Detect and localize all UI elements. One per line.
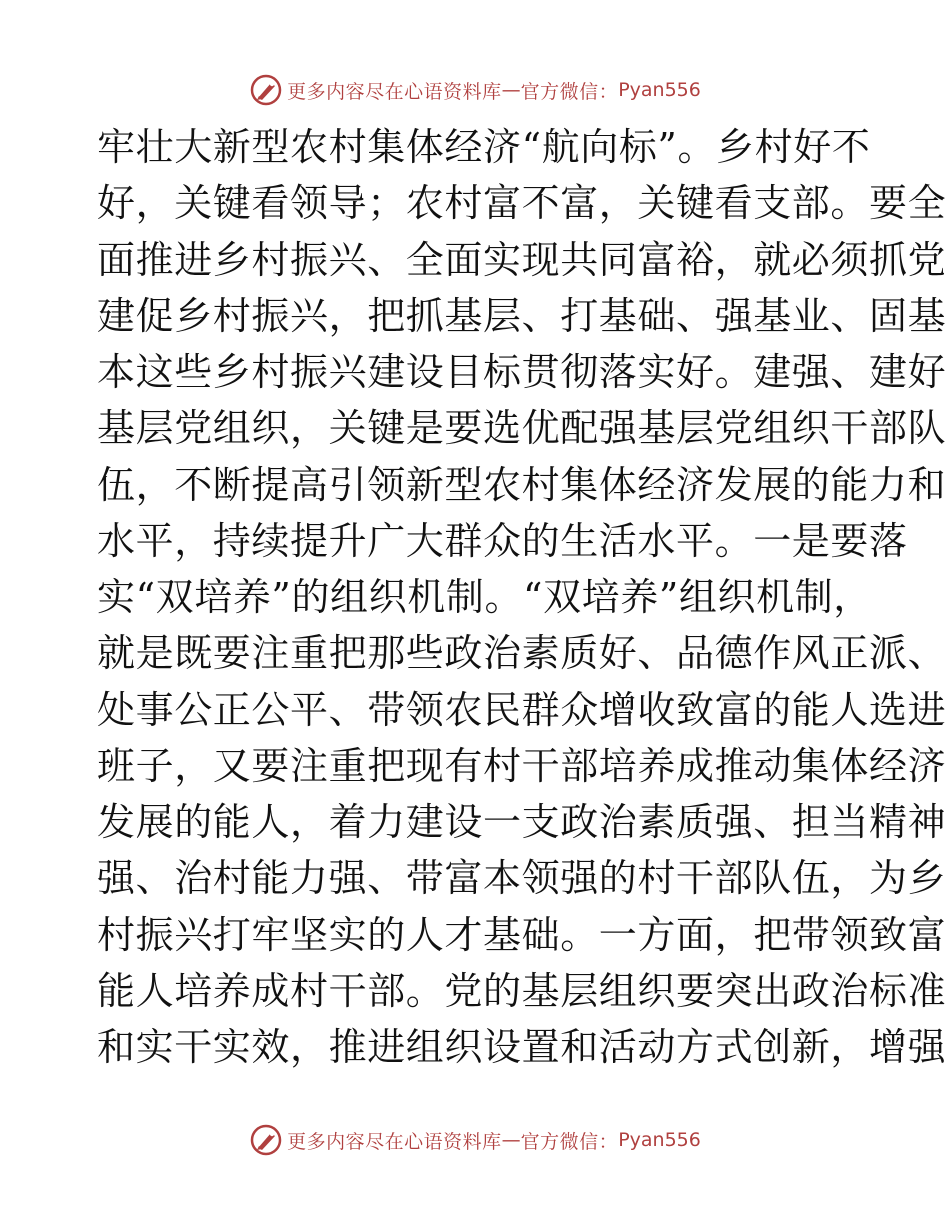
body-line: 能人培养成村干部。党的基层组织要突出政治标准 xyxy=(97,968,947,1013)
body-line: 班子，又要注重把现有村干部培养成推动集体经济 xyxy=(97,743,947,788)
watermark-wechat-id: Pyan556 xyxy=(618,1129,701,1151)
pen-logo-icon xyxy=(249,73,283,107)
body-line: 村振兴打牢坚实的人才基础。一方面，把带领致富 xyxy=(97,912,947,957)
body-line: 基层党组织，关键是要选优配强基层党组织干部队 xyxy=(97,406,947,451)
watermark-separator: — xyxy=(501,1129,521,1151)
body-line: 面推进乡村振兴、全面实现共同富裕，就必须抓党 xyxy=(97,237,947,282)
watermark-wechat-id: Pyan556 xyxy=(618,79,701,101)
body-line: 强、治村能力强、带富本领强的村干部队伍，为乡 xyxy=(97,856,947,901)
watermark-site-text: 更多内容尽在心语资料库 xyxy=(287,1130,502,1153)
body-line: 伍，不断提高引领新型农村集体经济发展的能力和 xyxy=(97,462,947,507)
body-line: 好，关键看领导；农村富不富，关键看支部。要全 xyxy=(97,181,947,226)
watermark-site-text: 更多内容尽在心语资料库 xyxy=(287,80,502,103)
watermark-separator: — xyxy=(501,79,521,101)
footer-watermark xyxy=(0,1120,950,1160)
body-line: 处事公正公平、带领农民群众增收致富的能人选进 xyxy=(97,687,947,732)
body-line: 本这些乡村振兴建设目标贯彻落实好。建强、建好 xyxy=(97,350,947,394)
body-line: 发展的能人，着力建设一支政治素质强、担当精神 xyxy=(97,800,947,844)
body-line: 建促乡村振兴，把抓基层、打基础、强基业、固基 xyxy=(97,293,947,338)
pen-logo-icon xyxy=(249,1123,283,1157)
watermark-wechat-label: 官方微信： xyxy=(520,80,619,103)
body-line: 水平，持续提升广大群众的生活水平。一是要落 xyxy=(97,518,908,563)
body-line: 和实干实效，推进组织设置和活动方式创新，增强 xyxy=(97,1025,947,1069)
body-line: 就是既要注重把那些政治素质好、品德作风正派、 xyxy=(97,631,947,676)
body-line: 牢壮大新型农村集体经济“航向标”。乡村好不 xyxy=(97,125,871,169)
body-line: 实“双培养”的组织机制。“双培养”组织机制， xyxy=(97,575,872,619)
document-body xyxy=(97,119,947,1075)
header-watermark xyxy=(0,70,950,110)
watermark-wechat-label: 官方微信： xyxy=(520,1130,619,1153)
